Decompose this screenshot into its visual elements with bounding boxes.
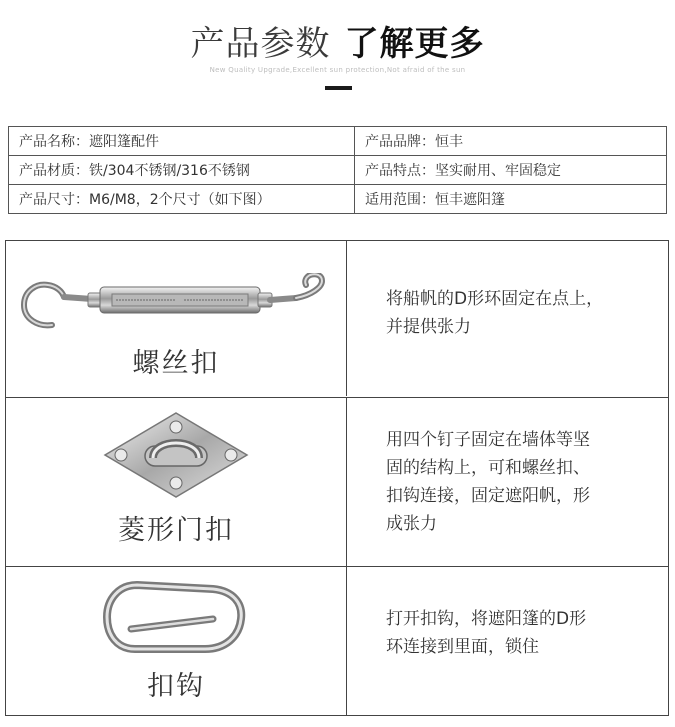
params-row	[9, 156, 667, 185]
page-subtitle: New Quality Upgrade,Excellent sun protection,Not afraid of the sun	[209, 66, 466, 74]
desc-line: 打开扣钩，将遮阳篷的D形	[386, 609, 587, 629]
product-cell	[6, 567, 347, 716]
param-cell: 产品名称：遮阳篷配件	[9, 127, 355, 156]
title-divider	[325, 86, 352, 90]
title-bold: 了解更多	[344, 24, 485, 64]
desc-line: 扣钩连接，固定遮阳帆，形	[386, 486, 590, 506]
carabiner-icon	[101, 579, 251, 659]
header	[0, 0, 675, 120]
product-name: 螺丝扣	[132, 348, 220, 379]
product-description	[386, 285, 656, 341]
product-row	[6, 241, 668, 396]
turnbuckle-icon	[16, 273, 334, 335]
param-cell: 产品特点：坚实耐用、牢固稳定	[355, 156, 667, 185]
product-cell	[6, 241, 347, 396]
products-table	[5, 240, 669, 716]
product-description	[386, 605, 656, 661]
param-cell: 产品品牌：恒丰	[355, 127, 667, 156]
params-row	[9, 185, 667, 214]
desc-line: 将船帆的D形环固定在点上，	[386, 289, 604, 309]
product-row	[6, 566, 668, 716]
param-cell: 产品材质：铁/304不锈钢/316不锈钢	[9, 156, 355, 185]
diamond-pad-eye-icon	[101, 410, 251, 500]
desc-line: 用四个钉子固定在墙体等坚	[386, 430, 590, 450]
params-row	[9, 127, 667, 156]
product-name: 菱形门扣	[118, 515, 234, 546]
product-cell	[6, 398, 347, 566]
param-cell: 适用范围：恒丰遮阳篷	[355, 185, 667, 214]
param-cell: 产品尺寸：M6/M8，2个尺寸（如下图）	[9, 185, 355, 214]
desc-line: 固的结构上，可和螺丝扣、	[386, 458, 590, 478]
params-table	[8, 126, 667, 214]
title-light: 产品参数	[190, 24, 331, 64]
product-description	[386, 426, 656, 538]
desc-line: 并提供张力	[386, 317, 471, 337]
product-name: 扣钩	[147, 671, 205, 702]
desc-line: 环连接到里面，锁住	[386, 637, 539, 657]
desc-line: 成张力	[386, 514, 437, 534]
product-row	[6, 397, 668, 566]
page-title	[0, 20, 675, 68]
